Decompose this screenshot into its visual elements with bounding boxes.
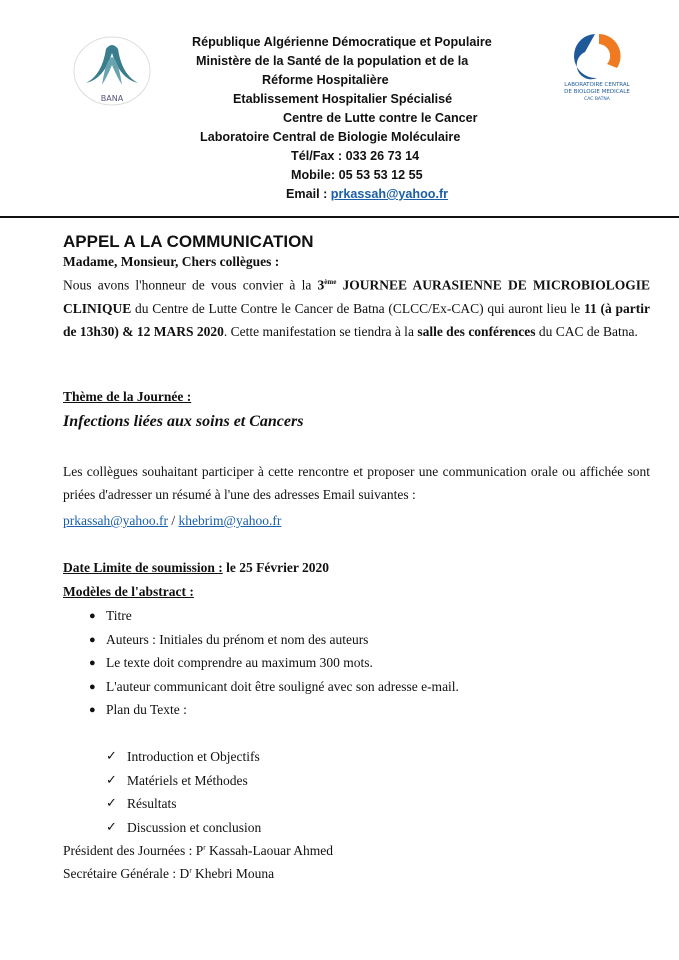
header-email-line xyxy=(286,187,448,201)
president: Président des Journées : $P^r$ Kassah-Laouar Ahmed xyxy=(63,843,334,858)
bullet-item: Le texte doit comprendre au maximum 300 mots. xyxy=(106,655,373,670)
bullet-icon: ● xyxy=(89,610,96,622)
svg-text:DE BIOLOGIE MEDICALE: DE BIOLOGIE MEDICALE xyxy=(564,89,630,95)
header-divider xyxy=(0,216,679,218)
call-paragraph: Les collègues souhaitant participer à cette rencontre et proposer une communication orale ou affichée sont priées d'adresser un résumé à l'une des adresses Email suivantes : xyxy=(63,464,650,502)
email-link[interactable]: khebrim@yahoo.fr xyxy=(178,513,282,528)
email-label: Email : xyxy=(286,187,331,201)
salutation: Madame, Monsieur, Chers collègues : xyxy=(63,254,280,269)
bullet-item: Plan du Texte : xyxy=(106,702,187,717)
bullet-icon: ● xyxy=(89,633,96,646)
bullet-icon: ● xyxy=(89,657,96,669)
header-line: Etablissement Hospitalier Spécialisé xyxy=(233,92,453,106)
bullet-item: L'auteur communicant doit être souligné avec son adresse e-mail. xyxy=(106,678,459,694)
email-link[interactable]: prkassah@yahoo.fr xyxy=(63,513,169,528)
svg-text:CAC BATNA: CAC BATNA xyxy=(584,97,610,102)
page-title: APPEL A LA COMMUNICATION xyxy=(63,232,314,251)
svg-text:LABORATOIRE CENTRAL: LABORATOIRE CENTRAL xyxy=(564,82,630,88)
header-line: Centre de Lutte contre le Cancer xyxy=(283,111,478,125)
checkmark-icon: ✓ xyxy=(106,771,117,787)
plan-item: Introduction et Objectifs xyxy=(127,749,260,764)
theme: Infections liées aux soins et Cancers xyxy=(63,413,304,430)
header-email-link[interactable]: prkassah@yahoo.fr xyxy=(330,187,449,201)
secretary: Secrétaire Générale : $D^r$ Khebri Mouna xyxy=(63,866,275,881)
header-line: République Algérienne Démocratique et Populaire xyxy=(192,35,492,49)
left-logo xyxy=(72,35,152,107)
header-line: Tél/Fax : 033 26 73 14 xyxy=(291,149,420,163)
checkmark-icon: ✓ xyxy=(106,748,117,763)
deadline: Date Limite de soumission : le 25 Février 2020 xyxy=(63,560,329,575)
checkmark-icon: ✓ xyxy=(106,818,117,834)
plan-item: Résultats xyxy=(127,796,177,811)
svg-text:BANA: BANA xyxy=(100,94,124,103)
header-line: Laboratoire Central de Biologie Moléculaire xyxy=(200,130,461,144)
header-line: Ministère de la Santé de la population et de la xyxy=(196,54,469,68)
header-line: Mobile: 05 53 53 12 55 xyxy=(291,168,423,182)
email-list: prkassah@yahoo.fr / khebrim@yahoo.fr xyxy=(63,513,282,528)
theme-label: Thème de la Journée : xyxy=(63,389,192,404)
models-label: Modèles de l'abstract : xyxy=(63,584,194,599)
right-logo xyxy=(555,30,640,102)
header-line: Réforme Hospitalière xyxy=(262,73,389,87)
bullet-icon: ● xyxy=(89,680,96,693)
checkmark-icon: ✓ xyxy=(106,795,117,810)
bullet-item: Titre xyxy=(106,608,132,623)
bullet-icon: ● xyxy=(89,704,96,716)
intro-paragraph: Nous avons l'honneur de vous convier à la 3ème JOURNEE AURASIENNE DE MICROBIOLOGIE CLINIQUE du Centre de Lutte Contre le Cancer de Batna (CLCC/Ex-CAC) qui auront lieu le 11 (à partir de 13h30) & 12 MARS 2020. Cette manifestation se tiendra à la salle des conférences du CAC de Batna. xyxy=(63,277,650,339)
plan-item: Matériels et Méthodes xyxy=(127,772,248,788)
plan-item: Discussion et conclusion xyxy=(127,819,262,835)
bullet-item: Auteurs : Initiales du prénom et nom des auteurs xyxy=(106,631,369,647)
